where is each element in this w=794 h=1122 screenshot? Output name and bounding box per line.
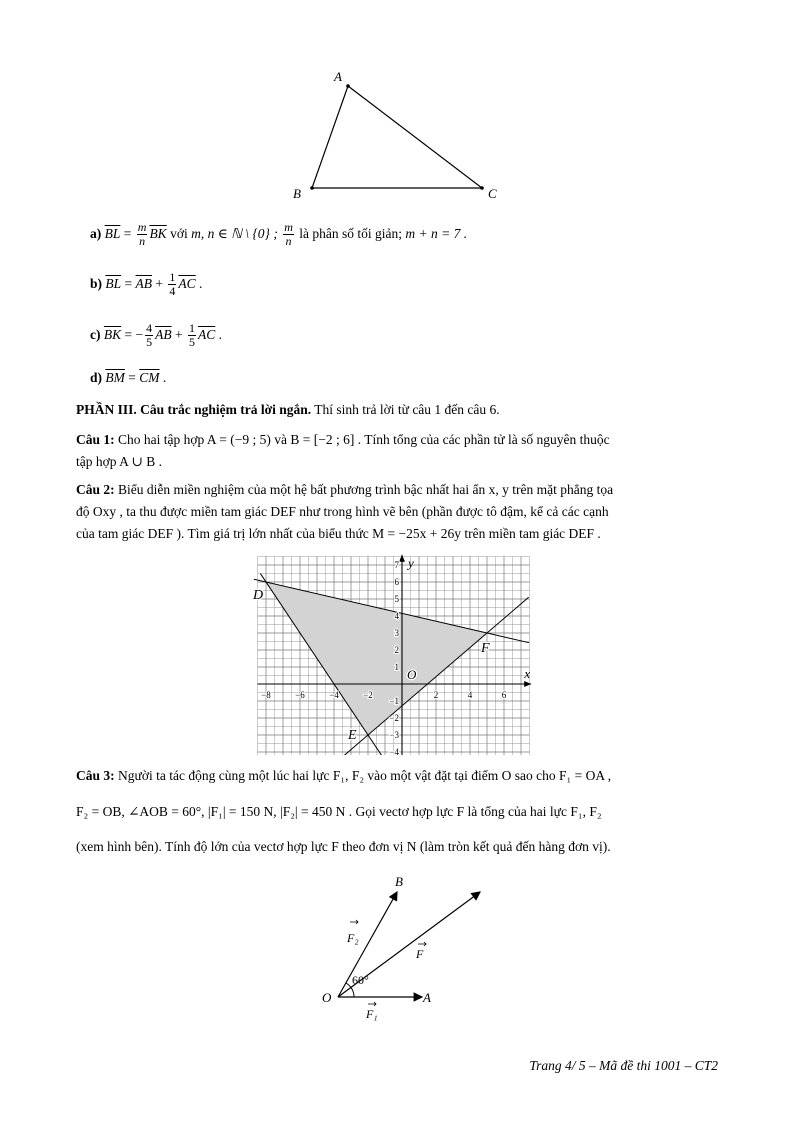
x-tick-label: 4 [467, 690, 473, 700]
item-b-prefix: b) [90, 276, 103, 291]
part3-desc: Thí sinh trả lời từ câu 1 đến câu 6. [311, 402, 500, 417]
arrow-over-f2 [350, 920, 358, 924]
part3-title: PHẦN III. Câu trắc nghiệm trả lời ngắn. [76, 402, 312, 417]
q1-line2 [76, 453, 718, 471]
force-figure [310, 870, 490, 1030]
text-phan-so: là phân số tối giản; [295, 226, 406, 241]
equals-minus: = − [121, 327, 144, 342]
label-b: B [293, 186, 301, 201]
frac-den: n [285, 234, 292, 249]
item-d-prefix: d) [90, 370, 103, 385]
y-tick-label: −1 [389, 696, 399, 706]
frac-den: 5 [189, 335, 195, 350]
q3-line3 [76, 838, 718, 856]
y-tick-label: −2 [389, 713, 399, 723]
q2-text2: độ Oxy , ta thu được miền tam giác DEF như trong hình vẽ bên (phần được tô đậm, kể cả các cạnh [76, 504, 609, 519]
y-tick-label: −4 [389, 747, 399, 755]
page-footer: Trang 4/ 5 – Mã đề thi 1001 – CT2 [529, 1058, 718, 1073]
y-tick-label: 5 [394, 594, 399, 604]
coordinate-graph [252, 550, 542, 755]
point-label-f: F [481, 641, 490, 656]
label-o: O [322, 990, 332, 1005]
period: . [215, 327, 223, 342]
triangle-figure [280, 65, 520, 205]
q3-text3: (xem hình bên). Tính độ lớn của vectơ hợp lực F theo đơn vị N (làm tròn kết quả đến hàng đơn vị). [76, 839, 611, 854]
vector-bm: $\overline{BM}$ [105, 370, 125, 385]
label-c: C [488, 186, 497, 201]
vector-bl: $\overline{BL}$ [104, 226, 121, 241]
y-tick-label: 7 [394, 560, 399, 570]
triangle-abc [312, 86, 482, 188]
q2-label: Câu 2: [76, 482, 115, 497]
vector-cm: $\overline{CM}$ [139, 370, 160, 385]
q3-text1: Người ta tác động cùng một lúc hai lực F₁, F₂ vào một vật đặt tại điểm O sao cho F₁ = OA , [114, 768, 612, 783]
x-tick-label: 6 [501, 690, 507, 700]
q1-line1 [76, 431, 718, 449]
item-c-prefix: c) [90, 327, 101, 342]
label-b: B [395, 874, 403, 889]
point-a [346, 84, 350, 88]
vector-ac: $\overline{AC}$ [198, 327, 216, 342]
x-axis-label: x [524, 666, 531, 681]
q2-text3: của tam giác DEF ). Tìm giá trị lớn nhất của biểu thức M = −25x + 26y trên miền tam giác DEF . [76, 526, 601, 541]
x-tick-label: −8 [261, 690, 271, 700]
q2-line1 [76, 481, 718, 499]
vector-ab: $\overline{AB}$ [135, 276, 153, 291]
frac-den: 5 [146, 335, 153, 350]
point-b [310, 186, 314, 190]
label-f2: F₂ [347, 931, 359, 945]
frac-num: 1 [189, 321, 195, 336]
item-a-prefix: a) [90, 226, 102, 241]
q3-line2 [76, 803, 718, 821]
label-f: F [416, 947, 424, 961]
x-tick-label: −6 [295, 690, 305, 700]
y-tick-label: 4 [394, 611, 399, 621]
point-c [480, 186, 484, 190]
origin-label: O [407, 667, 417, 682]
fraction-1-5 [188, 322, 196, 349]
y-tick-label: 1 [394, 662, 399, 672]
fraction-m-n-2 [283, 221, 294, 248]
q1-text1: Cho hai tập hợp A = (−9 ; 5) và B = [−2 ; 6] . Tính tổng của các phần tử là số nguyên thuộc [114, 432, 610, 447]
period: . [159, 370, 167, 385]
item-d [90, 367, 166, 389]
angle-label: 60° [352, 973, 369, 987]
frac-num: 1 [169, 270, 176, 285]
q1-text2: tập hợp A ∪ B . [76, 454, 162, 469]
label-a: A [334, 69, 342, 84]
y-tick-label: −3 [389, 730, 399, 740]
equals: = [121, 276, 136, 291]
q2-text1: Biểu diễn miền nghiệm của một hệ bất phương trình bậc nhất hai ẩn x, y trên mặt phẳng tọa [114, 482, 614, 497]
x-tick-label: −4 [329, 690, 339, 700]
frac-den: 4 [169, 284, 176, 299]
period: . [195, 276, 203, 291]
vector-ac: $\overline{AC}$ [178, 276, 196, 291]
frac-num: 4 [146, 321, 153, 336]
fraction-m-n [137, 221, 148, 248]
arrow-over-f [418, 942, 426, 946]
plus: + [171, 327, 186, 342]
y-tick-label: 6 [394, 577, 399, 587]
y-tick-label: 2 [394, 645, 399, 655]
fraction-4-5 [145, 322, 153, 349]
x-tick-label: 2 [433, 690, 439, 700]
q2-line3 [76, 525, 718, 543]
q2-line2 [76, 503, 718, 521]
item-a [90, 218, 467, 250]
q3-line1 [76, 767, 718, 785]
equals: = [120, 226, 135, 241]
part3-heading [76, 401, 718, 419]
label-a: A [423, 990, 431, 1005]
x-tick-label: −2 [363, 690, 373, 700]
y-axis-label: y [408, 555, 414, 571]
vector-bl: $\overline{BL}$ [105, 276, 122, 291]
frac-den: n [139, 234, 146, 249]
y-axis-arrow [399, 555, 405, 562]
item-b [90, 268, 202, 300]
q3-text2: F₂ = OB, ∠AOB = 60°, |F₁| = 150 N, |F₂| = 450 N . Gọi vectơ hợp lực F là tổng của hai lực F₁, F₂ [76, 804, 602, 819]
vector-bk: $\overline{BK}$ [149, 226, 167, 241]
label-f1: F₁ [366, 1007, 378, 1021]
frac-num: m [137, 220, 147, 235]
fraction-1-4 [168, 271, 176, 298]
point-label-d: D [253, 588, 264, 603]
frac-num: m [284, 220, 293, 235]
q1-label: Câu 1: [76, 432, 115, 447]
vector-bk: $\overline{BK}$ [103, 327, 122, 342]
vector-ab: $\overline{AB}$ [155, 327, 172, 342]
x-axis-arrow [524, 681, 531, 687]
y-tick-label: 3 [394, 628, 399, 638]
arrow-over-f1 [368, 1002, 376, 1006]
equals: = [124, 370, 140, 385]
q3-label: Câu 3: [76, 768, 115, 783]
text-voi: với [166, 226, 192, 241]
item-c [90, 319, 222, 351]
plus: + [152, 276, 167, 291]
sum-condition: m + n = 7 . [405, 226, 468, 241]
point-label-e: E [348, 728, 357, 743]
condition: m, n ∈ ℕ \ {0} ; [191, 226, 282, 241]
